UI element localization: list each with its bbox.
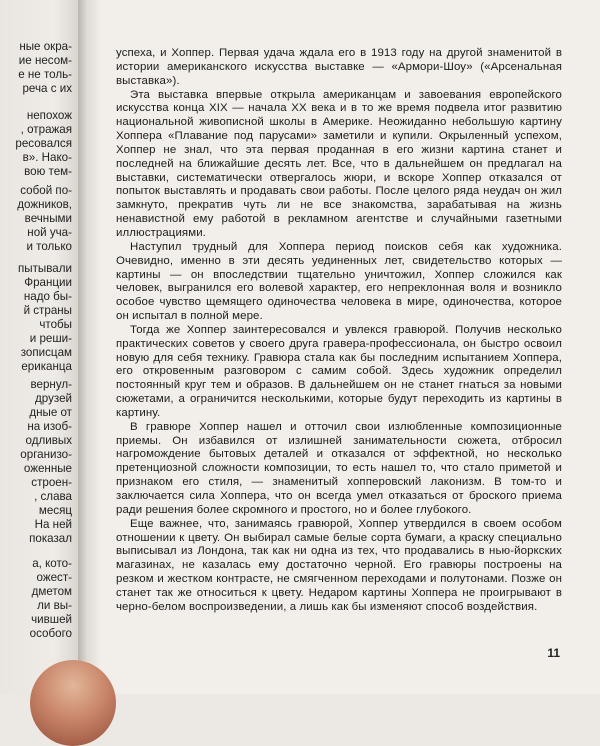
paragraph-1: успеха, и Хоппер. Первая удача ждала его в 1913 году на другой знаменитой в истории американского искусства выставке — «Армори-Шоу» («Арсенальная выставка»). xyxy=(116,47,562,87)
left-page-line: зописцам xyxy=(20,346,72,359)
left-page-line: й страны xyxy=(23,304,72,317)
left-page-line: ной уча- xyxy=(27,226,72,239)
left-page-line: вернул- xyxy=(30,378,72,391)
left-page-line: собой по- xyxy=(20,184,72,197)
left-page-line: , отражая xyxy=(20,123,72,136)
left-page-line: месяц xyxy=(38,504,72,517)
left-page-line: оженные xyxy=(23,462,72,475)
left-page-line: ериканца xyxy=(21,360,72,373)
left-page-line: организо- xyxy=(20,448,72,461)
left-page-line: в». Нако- xyxy=(22,151,72,164)
left-page xyxy=(0,0,78,694)
left-page-line: ли вы- xyxy=(37,599,72,612)
left-page-line: и только xyxy=(26,240,72,253)
left-page-line: дметом xyxy=(31,585,72,598)
left-page-line: дожников, xyxy=(17,198,72,211)
page-number: 11 xyxy=(547,646,560,660)
book-gutter xyxy=(78,0,100,694)
left-page-line: ресовался xyxy=(15,137,72,150)
left-page-line: непохож xyxy=(26,109,72,122)
left-page-line: реча с их xyxy=(22,82,72,95)
left-page-line: ные окра- xyxy=(19,40,72,53)
paragraph-3: Наступил трудный для Хоппера период поисков себя как художника. Очевидно, именно в эти десять уединенных лет, свидетельство которых — картины — он впоследствии тщательно уничтожил, Хоппер сложился как человек, выгранился его волевой характер, его непреклонная воля и возникло особое чувство щемящего одиночества человека в мире, одиночества, которое он испытал в полной мере. xyxy=(116,240,562,323)
left-page-line: надо бы- xyxy=(23,290,72,303)
left-page-line: а, кото- xyxy=(32,557,72,570)
paragraph-6: Еще важнее, что, занимаясь гравюрой, Хоппер утвердился в своем особом отношении к цвету. Он выбирал самые белые сорта бумаги, а краску специально выписывал из Лондона, так как ни одна из тех, что продавались в нью-йоркских магазинах, не казалась ему достаточно черной. Его гравюры построены на резком и жестком контрасте, не смягченном переходами и полутонами. Позже он станет так же относиться к цвету. Недаром картины Хоппера не проигрывают в черно-белом воспроизведении, а лишь как бы изменяют способ воздействия. xyxy=(116,517,562,613)
left-page-line: на изоб- xyxy=(27,420,72,433)
left-page-line: друзей xyxy=(35,392,72,405)
left-page-line: ожест- xyxy=(36,571,72,584)
left-page-line: На ней xyxy=(34,518,72,531)
paragraph-5: В гравюре Хоппер нашел и отточил свои излюбленные композиционные приемы. Он избавился от излишней занимательности сюжета, отбросил нагромождение бытовых деталей и отказался от эффектной, но несколько претенциозной сложности композиции, то есть нашел то, что стало приметой и признаком его стиля, — знаменитый хопперовский лаконизм. В том-то и заключается сила Хоппера, что он всегда умел отказаться от броского приема ради решения более скромного и простого, но и более глубокого. xyxy=(116,420,562,516)
left-page-line: , слава xyxy=(34,490,72,503)
left-page-line: показал xyxy=(29,532,72,545)
left-page-line: и реши- xyxy=(29,332,72,345)
left-page-line: особого xyxy=(29,627,72,640)
left-page-line: пытывали xyxy=(18,262,72,275)
paragraph-4: Тогда же Хоппер заинтересовался и увлекся гравюрой. Получив несколько практических советов у своего друга гравера-профессионала, он быстро освоил новую для себя технику. Гравюра стала как бы последним испытанием Хоппера, его откровенным разговором с самим собой. Здесь художник определил постоянный круг тем и образов. В дальнейшем он не станет гнаться за новыми сюжетами, а ограничится несколькими, которые будут переходить из картины в картину. xyxy=(116,323,562,419)
body-text xyxy=(116,47,562,615)
left-page-line: дные от xyxy=(29,406,72,419)
left-page-line: чившей xyxy=(31,613,72,626)
left-page-line: вою тем- xyxy=(24,165,72,178)
right-page xyxy=(100,0,600,694)
left-page-line: чтобы xyxy=(39,318,72,331)
left-page-line: Франции xyxy=(24,276,72,289)
left-page-line: вечными xyxy=(24,212,72,225)
copper-coin xyxy=(30,660,116,746)
paragraph-2: Эта выставка впервые открыла американцам и завоевания европейского искусства конца XIX — начала XX века и в то же время подвела итог развитию национальной живописной школы в Америке. Неожиданно небольшую картину Хоппера «Плавание под парусами» заметили и купили. Окрыленный успехом, Хоппер не знал, что эта первая проданная в его жизни картина станет и последней на ближайшие десять лет. Все, что в дальнейшем он предлагал на выставки, систематически отвергалось жюри, и вскоре Хоппер отказался от попыток выставлять и продавать свои работы. После целого ряда неудач он жил замкнуто, прекратив чуть ли не все знакомства, зарабатывая на жизнь ненавистной ему работой в рекламном агентстве и случайными газетными иллюстрациями. xyxy=(116,88,562,239)
left-page-line: ие несом- xyxy=(18,54,72,67)
left-page-line: одливых xyxy=(25,434,72,447)
left-page-line: строен- xyxy=(31,476,72,489)
left-page-line: е не толь- xyxy=(18,68,72,81)
